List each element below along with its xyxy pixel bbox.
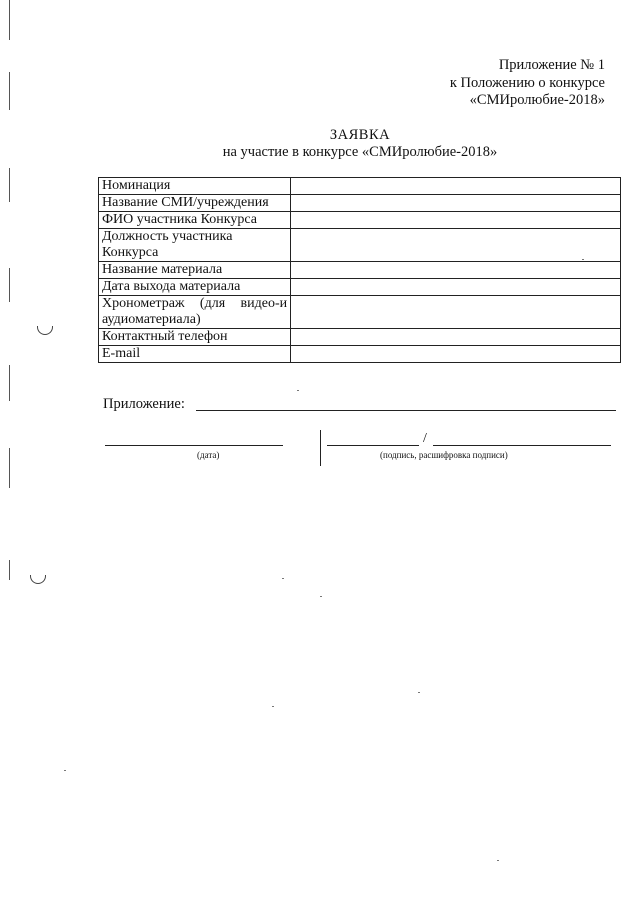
appendix-header xyxy=(450,57,605,110)
scan-speck xyxy=(497,860,499,861)
row-value-field[interactable] xyxy=(291,346,621,363)
scan-speck xyxy=(282,578,284,579)
appendix-regulation-ref: к Положению о конкурсе xyxy=(449,74,605,91)
scan-margin-mark xyxy=(9,560,10,580)
row-label: Номинация xyxy=(99,178,291,195)
row-label: Должность участника Конкурса xyxy=(99,229,291,262)
row-label: Название материала xyxy=(99,262,291,279)
signature-transcript-field[interactable] xyxy=(433,445,611,446)
row-label: E-mail xyxy=(99,346,291,363)
table-row xyxy=(99,329,621,346)
scan-artifact-arc xyxy=(30,575,46,584)
row-value-field[interactable] xyxy=(291,178,621,195)
row-value-field[interactable] xyxy=(291,279,621,296)
scan-margin-mark xyxy=(9,365,10,401)
table-row xyxy=(99,178,621,195)
row-label: Контактный телефон xyxy=(99,329,291,346)
appendix-contest-name: «СМИролюбие-2018» xyxy=(469,92,605,108)
form-title-block xyxy=(0,127,635,161)
table-row xyxy=(99,195,621,212)
table-row xyxy=(99,296,621,329)
form-title: ЗАЯВКА xyxy=(329,127,391,143)
table-row xyxy=(99,279,621,296)
signature-slash: / xyxy=(423,431,427,446)
row-value-field[interactable] xyxy=(291,296,621,329)
scan-artifact-arc xyxy=(37,326,53,335)
scan-speck xyxy=(272,706,274,707)
table-row xyxy=(99,229,621,262)
row-label: ФИО участника Конкурса xyxy=(99,212,291,229)
date-field[interactable] xyxy=(105,445,283,446)
scan-margin-mark xyxy=(9,448,10,488)
signature-field[interactable] xyxy=(327,445,419,446)
row-value-field[interactable] xyxy=(291,329,621,346)
table-row xyxy=(99,262,621,279)
row-value-field[interactable] xyxy=(291,212,621,229)
form-subtitle: на участие в конкурсе «СМИролюбие-2018» xyxy=(222,144,498,160)
row-value-field[interactable] xyxy=(291,262,621,279)
signature-divider xyxy=(320,430,321,466)
scan-speck xyxy=(320,596,322,597)
date-caption: (дата) xyxy=(197,450,220,460)
scan-margin-mark xyxy=(9,72,10,110)
scan-margin-mark xyxy=(9,0,10,40)
application-form-table xyxy=(98,177,621,363)
table-row xyxy=(99,212,621,229)
attachment-label: Приложение: xyxy=(103,396,185,412)
table-row xyxy=(99,346,621,363)
row-label: Хронометраж (для видео-и аудиоматериала) xyxy=(99,296,291,329)
row-label: Название СМИ/учреждения xyxy=(99,195,291,212)
appendix-number: Приложение № 1 xyxy=(498,57,605,73)
scan-margin-mark xyxy=(9,268,10,302)
row-value-field[interactable] xyxy=(291,229,621,262)
scan-speck xyxy=(418,692,420,693)
row-value-field[interactable] xyxy=(291,195,621,212)
scan-speck xyxy=(297,390,299,391)
row-label: Дата выхода материала xyxy=(99,279,291,296)
signature-caption: (подпись, расшифровка подписи) xyxy=(380,450,508,460)
scan-speck xyxy=(64,770,66,771)
attachment-field[interactable] xyxy=(196,410,616,411)
scan-margin-mark xyxy=(9,168,10,202)
